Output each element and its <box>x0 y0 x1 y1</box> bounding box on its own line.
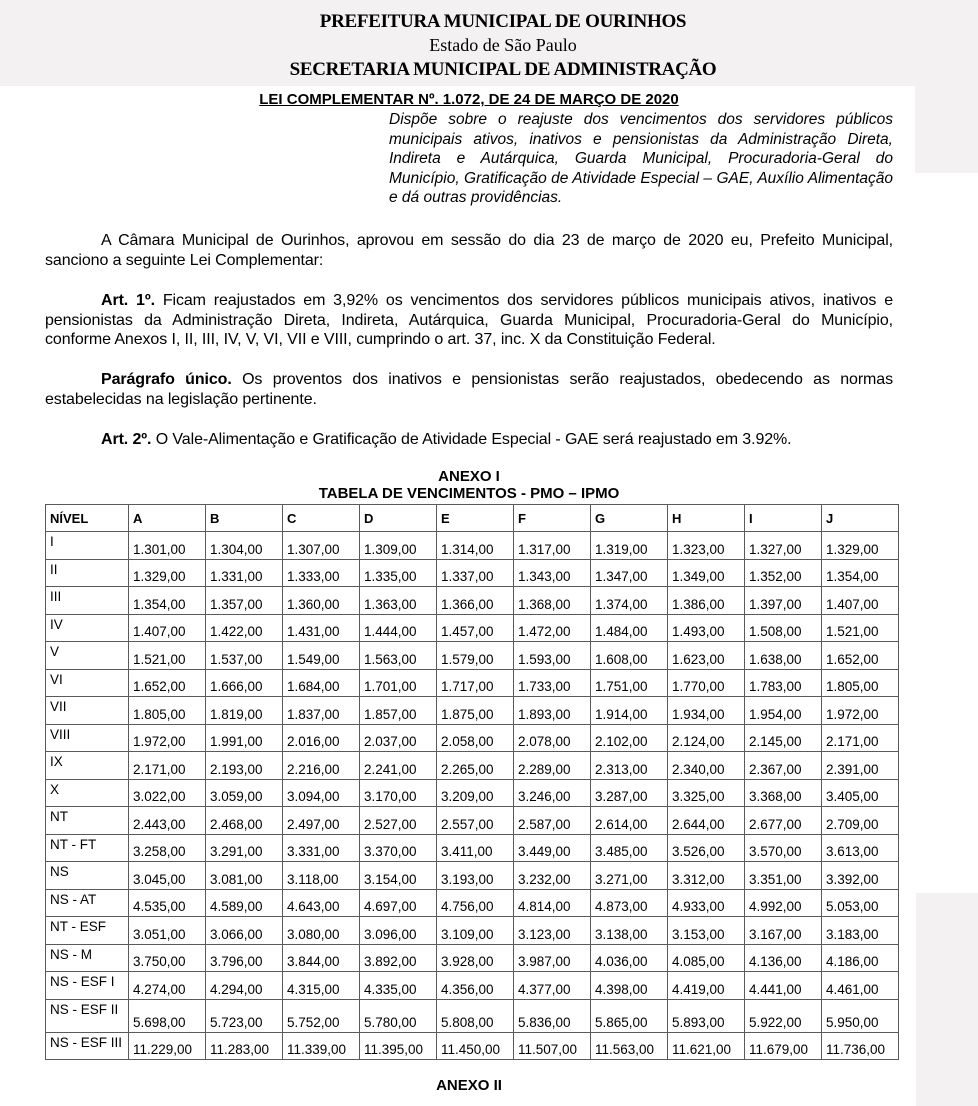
column-header-j: J <box>822 505 899 532</box>
value-cell: 2.614,00 <box>591 807 668 835</box>
value-cell: 3.096,00 <box>360 917 437 945</box>
value-cell: 2.340,00 <box>668 752 745 780</box>
column-header-i: I <box>745 505 822 532</box>
value-cell: 11.450,00 <box>437 1032 514 1060</box>
value-cell: 1.701,00 <box>360 669 437 697</box>
value-cell: 11.736,00 <box>822 1032 899 1060</box>
column-header-e: E <box>437 505 514 532</box>
value-cell: 1.508,00 <box>745 614 822 642</box>
value-cell: 5.865,00 <box>591 999 668 1032</box>
table-row <box>46 889 899 917</box>
table-row <box>46 532 899 560</box>
value-cell: 3.570,00 <box>745 834 822 862</box>
value-cell: 11.229,00 <box>129 1032 206 1060</box>
value-cell: 4.036,00 <box>591 944 668 972</box>
value-cell: 3.351,00 <box>745 862 822 890</box>
value-cell: 2.193,00 <box>206 752 283 780</box>
value-cell: 3.526,00 <box>668 834 745 862</box>
value-cell: 3.613,00 <box>822 834 899 862</box>
value-cell: 4.643,00 <box>283 889 360 917</box>
value-cell: 5.950,00 <box>822 999 899 1032</box>
table-row <box>46 917 899 945</box>
nivel-cell: NS - AT <box>46 889 129 917</box>
value-cell: 1.954,00 <box>745 697 822 725</box>
art1-text: Ficam reajustados em 3,92% os vencimentos dos servidores públicos municipais ativos, inativos e pensionistas da Administração Direta, Indireta, Autárquica, Guarda Municipal, Procuradoria-Geral do Município, conforme Anexos I, II, III, IV, V, VI, VII e VIII, cumprindo o art. 37, inc. X da Constituição Federal. <box>45 292 894 348</box>
value-cell: 1.431,00 <box>283 614 360 642</box>
table-row <box>46 834 899 862</box>
value-cell: 4.992,00 <box>745 889 822 917</box>
value-cell: 2.145,00 <box>745 724 822 752</box>
value-cell: 3.045,00 <box>129 862 206 890</box>
value-cell: 1.521,00 <box>129 642 206 670</box>
value-cell: 2.709,00 <box>822 807 899 835</box>
value-cell: 1.623,00 <box>668 642 745 670</box>
value-cell: 4.814,00 <box>514 889 591 917</box>
value-cell: 1.323,00 <box>668 532 745 560</box>
value-cell: 11.679,00 <box>745 1032 822 1060</box>
nivel-cell: II <box>46 559 129 587</box>
paragrafo-text: Os proventos dos inativos e pensionistas serão reajustados, obedecendo as normas estabelecidas na legislação pertinente. <box>45 371 893 408</box>
value-cell: 3.232,00 <box>514 862 591 890</box>
margin-panel-bottom <box>916 893 978 1106</box>
value-cell: 4.933,00 <box>668 889 745 917</box>
value-cell: 2.497,00 <box>283 807 360 835</box>
value-cell: 3.287,00 <box>591 779 668 807</box>
nivel-cell: I <box>46 532 129 560</box>
value-cell: 1.783,00 <box>745 669 822 697</box>
value-cell: 1.652,00 <box>129 669 206 697</box>
value-cell: 3.291,00 <box>206 834 283 862</box>
value-cell: 3.094,00 <box>283 779 360 807</box>
value-cell: 1.444,00 <box>360 614 437 642</box>
value-cell: 3.154,00 <box>360 862 437 890</box>
column-header-g: G <box>591 505 668 532</box>
value-cell: 1.608,00 <box>591 642 668 670</box>
nivel-cell: NS - ESF II <box>46 999 129 1032</box>
value-cell: 1.407,00 <box>129 614 206 642</box>
value-cell: 3.193,00 <box>437 862 514 890</box>
value-cell: 5.893,00 <box>668 999 745 1032</box>
nivel-cell: NT - FT <box>46 834 129 862</box>
value-cell: 3.892,00 <box>360 944 437 972</box>
table-row <box>46 862 899 890</box>
anexo-2-title: ANEXO II <box>436 1077 502 1094</box>
nivel-cell: NS - M <box>46 944 129 972</box>
value-cell: 1.407,00 <box>822 587 899 615</box>
value-cell: 4.756,00 <box>437 889 514 917</box>
value-cell: 1.352,00 <box>745 559 822 587</box>
column-header-h: H <box>668 505 745 532</box>
value-cell: 1.368,00 <box>514 587 591 615</box>
value-cell: 4.136,00 <box>745 944 822 972</box>
value-cell: 11.507,00 <box>514 1032 591 1060</box>
value-cell: 1.360,00 <box>283 587 360 615</box>
value-cell: 1.484,00 <box>591 614 668 642</box>
nivel-cell: VII <box>46 697 129 725</box>
value-cell: 11.283,00 <box>206 1032 283 1060</box>
value-cell: 1.329,00 <box>129 559 206 587</box>
value-cell: 3.051,00 <box>129 917 206 945</box>
value-cell: 2.644,00 <box>668 807 745 835</box>
value-cell: 2.037,00 <box>360 724 437 752</box>
value-cell: 1.934,00 <box>668 697 745 725</box>
value-cell: 5.780,00 <box>360 999 437 1032</box>
value-cell: 3.312,00 <box>668 862 745 890</box>
estado-heading: Estado de São Paulo <box>429 35 577 55</box>
value-cell: 1.638,00 <box>745 642 822 670</box>
value-cell: 1.805,00 <box>822 669 899 697</box>
table-row <box>46 642 899 670</box>
value-cell: 1.717,00 <box>437 669 514 697</box>
value-cell: 1.770,00 <box>668 669 745 697</box>
art2-text: O Vale-Alimentação e Gratificação de Atividade Especial - GAE será reajustado em 3.92%. <box>151 431 792 448</box>
value-cell: 3.750,00 <box>129 944 206 972</box>
value-cell: 2.313,00 <box>591 752 668 780</box>
value-cell: 1.563,00 <box>360 642 437 670</box>
value-cell: 1.347,00 <box>591 559 668 587</box>
value-cell: 1.357,00 <box>206 587 283 615</box>
value-cell: 1.472,00 <box>514 614 591 642</box>
value-cell: 2.527,00 <box>360 807 437 835</box>
value-cell: 3.081,00 <box>206 862 283 890</box>
value-cell: 1.397,00 <box>745 587 822 615</box>
table-row <box>46 807 899 835</box>
value-cell: 3.153,00 <box>668 917 745 945</box>
value-cell: 5.836,00 <box>514 999 591 1032</box>
column-header-f: F <box>514 505 591 532</box>
value-cell: 3.059,00 <box>206 779 283 807</box>
value-cell: 4.461,00 <box>822 972 899 1000</box>
value-cell: 11.339,00 <box>283 1032 360 1060</box>
value-cell: 1.304,00 <box>206 532 283 560</box>
value-cell: 5.752,00 <box>283 999 360 1032</box>
value-cell: 4.085,00 <box>668 944 745 972</box>
value-cell: 1.301,00 <box>129 532 206 560</box>
value-cell: 2.171,00 <box>822 724 899 752</box>
value-cell: 2.468,00 <box>206 807 283 835</box>
value-cell: 3.138,00 <box>591 917 668 945</box>
value-cell: 1.337,00 <box>437 559 514 587</box>
value-cell: 1.652,00 <box>822 642 899 670</box>
value-cell: 1.857,00 <box>360 697 437 725</box>
value-cell: 2.265,00 <box>437 752 514 780</box>
nivel-cell: NS - ESF I <box>46 972 129 1000</box>
value-cell: 3.066,00 <box>206 917 283 945</box>
value-cell: 1.579,00 <box>437 642 514 670</box>
value-cell: 1.314,00 <box>437 532 514 560</box>
value-cell: 1.805,00 <box>129 697 206 725</box>
value-cell: 3.022,00 <box>129 779 206 807</box>
value-cell: 3.331,00 <box>283 834 360 862</box>
value-cell: 2.557,00 <box>437 807 514 835</box>
art1-label: Art. 1º. <box>101 292 155 309</box>
paragraph-camara <box>45 231 893 270</box>
prefeitura-heading: PREFEITURA MUNICIPAL DE OURINHOS <box>319 11 687 32</box>
value-cell: 4.697,00 <box>360 889 437 917</box>
value-cell: 3.987,00 <box>514 944 591 972</box>
value-cell: 3.370,00 <box>360 834 437 862</box>
table-row <box>46 614 899 642</box>
law-ementa: Dispõe sobre o reajuste dos vencimentos dos servidores públicos municipais ativos, inativos e pensionistas da Administração Direta, Indireta e Autárquica, Guarda Municipal, Procuradoria-Geral do Município, Gratificação de Atividade Especial – GAE, Auxílio Alimentação e dá outras providências. <box>389 111 893 206</box>
value-cell: 3.368,00 <box>745 779 822 807</box>
value-cell: 2.367,00 <box>745 752 822 780</box>
value-cell: 1.366,00 <box>437 587 514 615</box>
value-cell: 1.684,00 <box>283 669 360 697</box>
value-cell: 1.972,00 <box>129 724 206 752</box>
value-cell: 3.411,00 <box>437 834 514 862</box>
value-cell: 4.441,00 <box>745 972 822 1000</box>
column-header-c: C <box>283 505 360 532</box>
value-cell: 1.521,00 <box>822 614 899 642</box>
value-cell: 4.589,00 <box>206 889 283 917</box>
value-cell: 1.329,00 <box>822 532 899 560</box>
nivel-cell: VI <box>46 669 129 697</box>
value-cell: 3.209,00 <box>437 779 514 807</box>
nivel-cell: NS <box>46 862 129 890</box>
paragrafo-unico <box>45 370 893 409</box>
nivel-cell: NT <box>46 807 129 835</box>
value-cell: 1.819,00 <box>206 697 283 725</box>
value-cell: 2.078,00 <box>514 724 591 752</box>
value-cell: 2.241,00 <box>360 752 437 780</box>
value-cell: 1.374,00 <box>591 587 668 615</box>
value-cell: 1.307,00 <box>283 532 360 560</box>
value-cell: 1.317,00 <box>514 532 591 560</box>
value-cell: 5.723,00 <box>206 999 283 1032</box>
table-row <box>46 697 899 725</box>
salary-table <box>45 504 899 1060</box>
value-cell: 11.621,00 <box>668 1032 745 1060</box>
value-cell: 1.386,00 <box>668 587 745 615</box>
value-cell: 1.666,00 <box>206 669 283 697</box>
nivel-cell: V <box>46 642 129 670</box>
value-cell: 4.315,00 <box>283 972 360 1000</box>
value-cell: 1.354,00 <box>822 559 899 587</box>
table-row <box>46 559 899 587</box>
table-row <box>46 944 899 972</box>
article-1 <box>45 291 893 350</box>
nivel-cell: NT - ESF <box>46 917 129 945</box>
value-cell: 1.331,00 <box>206 559 283 587</box>
value-cell: 3.928,00 <box>437 944 514 972</box>
value-cell: 1.991,00 <box>206 724 283 752</box>
column-header-a: A <box>129 505 206 532</box>
value-cell: 3.109,00 <box>437 917 514 945</box>
value-cell: 3.170,00 <box>360 779 437 807</box>
value-cell: 2.391,00 <box>822 752 899 780</box>
value-cell: 1.335,00 <box>360 559 437 587</box>
value-cell: 1.422,00 <box>206 614 283 642</box>
value-cell: 3.183,00 <box>822 917 899 945</box>
table-row <box>46 972 899 1000</box>
value-cell: 3.080,00 <box>283 917 360 945</box>
value-cell: 1.354,00 <box>129 587 206 615</box>
value-cell: 3.392,00 <box>822 862 899 890</box>
nivel-cell: III <box>46 587 129 615</box>
value-cell: 3.449,00 <box>514 834 591 862</box>
value-cell: 3.258,00 <box>129 834 206 862</box>
value-cell: 4.535,00 <box>129 889 206 917</box>
column-header-b: B <box>206 505 283 532</box>
table-header-row <box>46 505 899 532</box>
value-cell: 2.058,00 <box>437 724 514 752</box>
value-cell: 4.356,00 <box>437 972 514 1000</box>
value-cell: 1.837,00 <box>283 697 360 725</box>
value-cell: 2.289,00 <box>514 752 591 780</box>
nivel-cell: VIII <box>46 724 129 752</box>
value-cell: 3.325,00 <box>668 779 745 807</box>
value-cell: 3.118,00 <box>283 862 360 890</box>
value-cell: 4.398,00 <box>591 972 668 1000</box>
value-cell: 1.893,00 <box>514 697 591 725</box>
value-cell: 3.167,00 <box>745 917 822 945</box>
art2-label: Art. 2º. <box>101 431 152 448</box>
value-cell: 4.377,00 <box>514 972 591 1000</box>
value-cell: 1.333,00 <box>283 559 360 587</box>
value-cell: 5.922,00 <box>745 999 822 1032</box>
value-cell: 1.349,00 <box>668 559 745 587</box>
value-cell: 1.972,00 <box>822 697 899 725</box>
value-cell: 1.319,00 <box>591 532 668 560</box>
table-row <box>46 999 899 1032</box>
value-cell: 2.102,00 <box>591 724 668 752</box>
value-cell: 2.171,00 <box>129 752 206 780</box>
value-cell: 3.485,00 <box>591 834 668 862</box>
value-cell: 2.443,00 <box>129 807 206 835</box>
value-cell: 1.537,00 <box>206 642 283 670</box>
value-cell: 1.733,00 <box>514 669 591 697</box>
value-cell: 4.419,00 <box>668 972 745 1000</box>
value-cell: 1.593,00 <box>514 642 591 670</box>
value-cell: 5.808,00 <box>437 999 514 1032</box>
value-cell: 1.751,00 <box>591 669 668 697</box>
anexo-1-title: ANEXO I <box>438 468 500 485</box>
value-cell: 1.914,00 <box>591 697 668 725</box>
paragrafo-label: Parágrafo único. <box>101 371 232 388</box>
value-cell: 1.343,00 <box>514 559 591 587</box>
value-cell: 1.309,00 <box>360 532 437 560</box>
table-row <box>46 669 899 697</box>
value-cell: 2.677,00 <box>745 807 822 835</box>
column-header-d: D <box>360 505 437 532</box>
value-cell: 11.563,00 <box>591 1032 668 1060</box>
column-header-nivel: NÍVEL <box>46 505 129 532</box>
value-cell: 3.246,00 <box>514 779 591 807</box>
value-cell: 3.405,00 <box>822 779 899 807</box>
value-cell: 1.875,00 <box>437 697 514 725</box>
value-cell: 2.587,00 <box>514 807 591 835</box>
table-row <box>46 587 899 615</box>
value-cell: 4.294,00 <box>206 972 283 1000</box>
value-cell: 3.123,00 <box>514 917 591 945</box>
value-cell: 2.124,00 <box>668 724 745 752</box>
nivel-cell: X <box>46 779 129 807</box>
value-cell: 4.335,00 <box>360 972 437 1000</box>
law-title: LEI COMPLEMENTAR Nº. 1.072, DE 24 DE MARÇO DE 2020 <box>259 91 679 108</box>
value-cell: 1.363,00 <box>360 587 437 615</box>
value-cell: 3.271,00 <box>591 862 668 890</box>
tabela-title: TABELA DE VENCIMENTOS - PMO – IPMO <box>318 485 620 502</box>
value-cell: 5.698,00 <box>129 999 206 1032</box>
article-2 <box>45 430 893 450</box>
value-cell: 2.216,00 <box>283 752 360 780</box>
value-cell: 4.873,00 <box>591 889 668 917</box>
value-cell: 11.395,00 <box>360 1032 437 1060</box>
table-row <box>46 724 899 752</box>
table-row <box>46 1032 899 1060</box>
value-cell: 4.186,00 <box>822 944 899 972</box>
value-cell: 1.327,00 <box>745 532 822 560</box>
nivel-cell: IX <box>46 752 129 780</box>
secretaria-heading: SECRETARIA MUNICIPAL DE ADMINISTRAÇÃO <box>289 59 717 80</box>
value-cell: 3.796,00 <box>206 944 283 972</box>
nivel-cell: IV <box>46 614 129 642</box>
table-row <box>46 752 899 780</box>
value-cell: 1.549,00 <box>283 642 360 670</box>
value-cell: 4.274,00 <box>129 972 206 1000</box>
value-cell: 1.457,00 <box>437 614 514 642</box>
value-cell: 2.016,00 <box>283 724 360 752</box>
camara-text: A Câmara Municipal de Ourinhos, aprovou em sessão do dia 23 de março de 2020 eu, Prefeito Municipal, sanciono a seguinte Lei Complementar: <box>45 232 893 269</box>
table-row <box>46 779 899 807</box>
value-cell: 5.053,00 <box>822 889 899 917</box>
value-cell: 1.493,00 <box>668 614 745 642</box>
nivel-cell: NS - ESF III <box>46 1032 129 1060</box>
value-cell: 3.844,00 <box>283 944 360 972</box>
